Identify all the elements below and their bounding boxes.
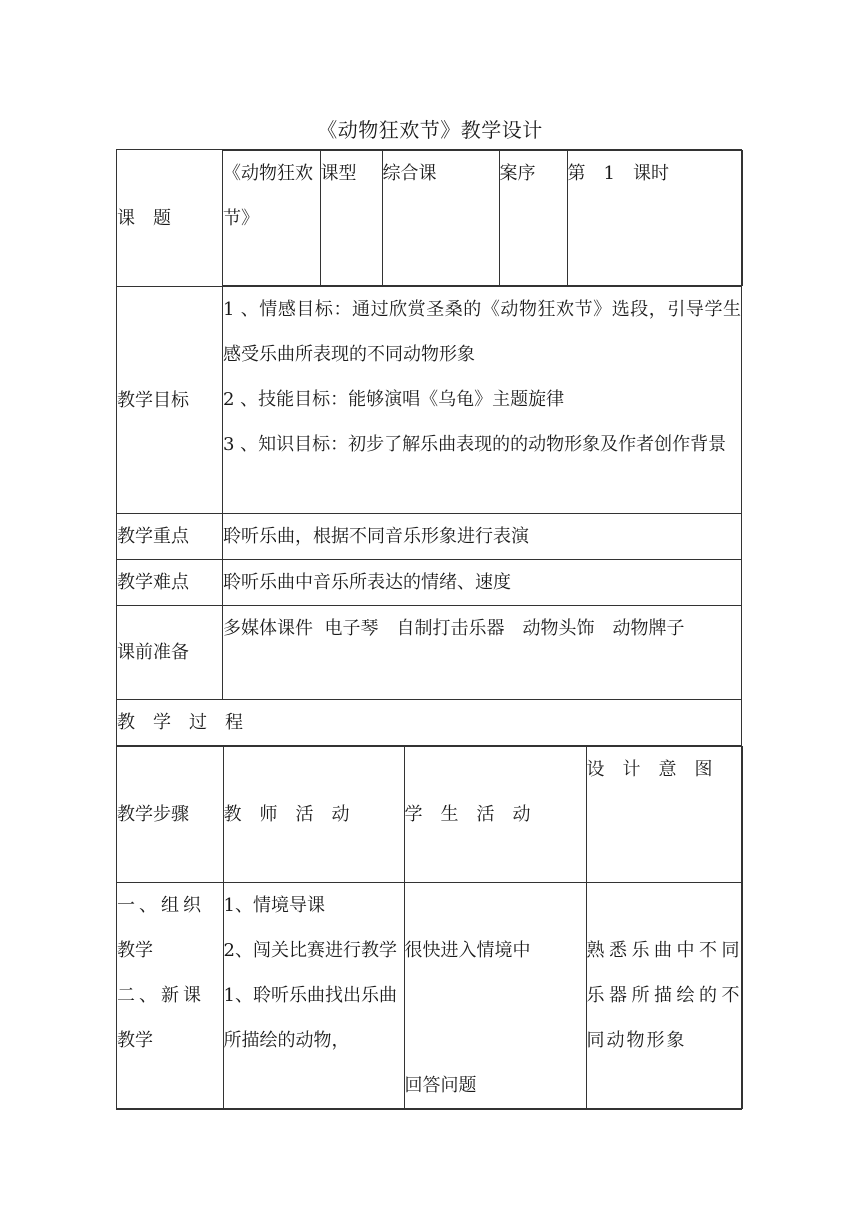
teacher-header: 教 师 活 动	[223, 747, 404, 883]
topic-detail-cell	[223, 150, 742, 287]
objectives-row	[117, 287, 742, 514]
objective-item: 1 、情感目标：通过欣赏圣桑的《动物狂欢节》选段，引导学生感受乐曲所表现的不同动物形象	[223, 299, 741, 365]
difficulties-row	[117, 560, 742, 606]
course-name: 《动物狂欢节》	[223, 151, 320, 286]
intent-text: 熟悉乐曲中不同乐器所描绘的不同动物形象	[586, 940, 742, 1051]
steps-cell	[117, 883, 223, 1109]
page-title: 《动物狂欢节》教学设计	[317, 118, 543, 142]
steps-header: 教学步骤	[117, 747, 223, 883]
process-heading: 教 学 过 程	[117, 700, 742, 746]
topic-label: 课 题	[117, 207, 171, 229]
key-points-row	[117, 514, 742, 560]
type-value: 综合课	[382, 151, 499, 286]
teacher-line: 1、聆听乐曲找出乐曲所描绘的动物，	[223, 985, 397, 1051]
preparation-label: 课前准备	[117, 606, 223, 700]
process-heading-row	[117, 700, 742, 746]
preparation-row	[117, 606, 742, 700]
process-section	[117, 746, 742, 1110]
difficulties-label: 教学难点	[117, 560, 223, 606]
objectives-label: 教学目标	[117, 287, 223, 514]
step-line: 教学	[117, 1030, 153, 1051]
key-points-label: 教学重点	[117, 514, 223, 560]
teacher-cell	[223, 883, 404, 1109]
teacher-line: 1、情境导课	[223, 895, 325, 916]
seq-label: 案序	[499, 151, 567, 286]
intent-header: 设 计 意 图	[586, 747, 742, 883]
objective-item: 2 、技能目标：能够演唱《乌龟》主题旋律	[223, 389, 565, 410]
header-row	[117, 150, 742, 287]
topic-label-cell	[117, 150, 223, 287]
intent-cell	[586, 883, 742, 1109]
key-points-value: 聆听乐曲，根据不同音乐形象进行表演	[223, 514, 742, 560]
objectives-cell	[223, 287, 742, 514]
teacher-line: 2、闯关比赛进行教学	[223, 940, 397, 961]
student-cell	[404, 883, 586, 1109]
type-label: 课型	[320, 151, 382, 286]
step-line: 教学	[117, 940, 153, 961]
step-line: 二、新课	[117, 985, 205, 1006]
student-line: 很快进入情境中	[404, 940, 531, 961]
preparation-value: 多媒体课件 电子琴 自制打击乐器 动物头饰 动物牌子	[223, 606, 742, 700]
lesson-plan-table	[116, 149, 742, 1110]
objective-item: 3 、知识目标：初步了解乐曲表现的的动物形象及作者创作背景	[223, 434, 727, 455]
period-value: 第 1 课时	[567, 151, 742, 286]
difficulties-value: 聆听乐曲中音乐所表达的情绪、速度	[223, 560, 742, 606]
student-header: 学 生 活 动	[404, 747, 586, 883]
process-row	[117, 883, 742, 1109]
process-table	[117, 746, 743, 1109]
step-line: 一、组织	[117, 895, 205, 916]
process-header-row	[117, 747, 742, 883]
student-line: 回答问题	[404, 1075, 477, 1096]
